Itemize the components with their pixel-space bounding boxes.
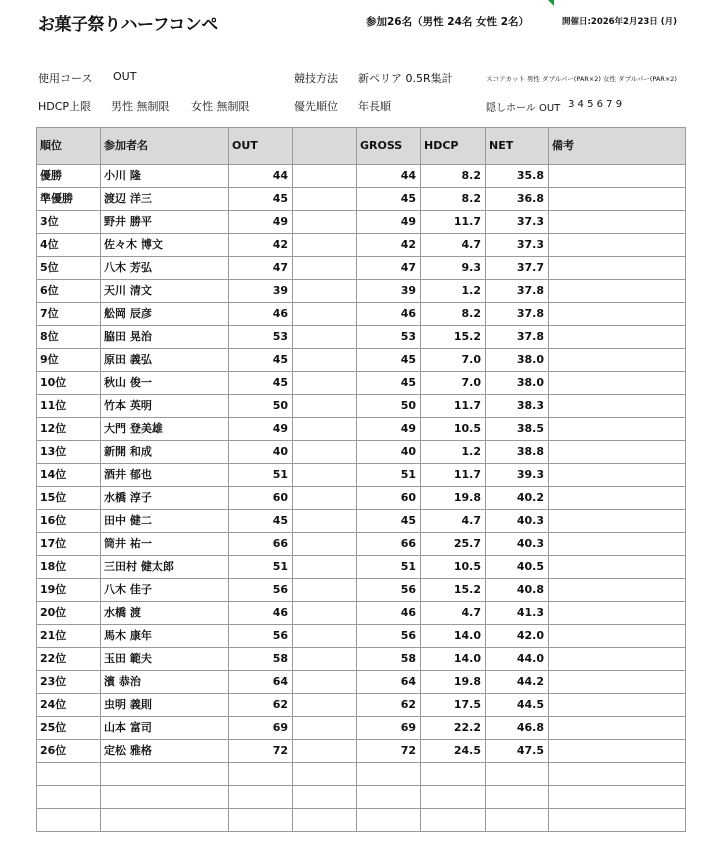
cell-rank: 18位: [37, 556, 101, 579]
cell-out: 60: [229, 487, 293, 510]
cell-net: 40.3: [486, 510, 549, 533]
cell-gross: 69: [357, 717, 421, 740]
cell-hdcp: 17.5: [421, 694, 486, 717]
table-row: [37, 487, 686, 510]
table-row: [37, 579, 686, 602]
empty-cell: [357, 763, 421, 786]
cell-net: 40.2: [486, 487, 549, 510]
empty-cell: [293, 763, 357, 786]
cell-name: 八木 芳弘: [101, 257, 229, 280]
cell-out: 69: [229, 717, 293, 740]
hidden-holes-label: 隠しホール OUT: [486, 103, 561, 114]
cell-name: 竹本 英明: [101, 395, 229, 418]
cell-hdcp: 19.8: [421, 671, 486, 694]
cell-name: 秋山 俊一: [101, 372, 229, 395]
cell-name: 馬木 康年: [101, 625, 229, 648]
cell-out: 45: [229, 510, 293, 533]
cell-hdcp: 4.7: [421, 510, 486, 533]
cell-name: 玉田 範夫: [101, 648, 229, 671]
col-header-out: OUT: [229, 128, 293, 165]
cell-net: 44.2: [486, 671, 549, 694]
cell-blank: [293, 579, 357, 602]
cell-remarks: [549, 671, 686, 694]
cell-out: 56: [229, 625, 293, 648]
cell-gross: 40: [357, 441, 421, 464]
table-row: [37, 648, 686, 671]
cell-out: 45: [229, 349, 293, 372]
cell-blank: [293, 326, 357, 349]
empty-cell: [486, 763, 549, 786]
table-row: [37, 188, 686, 211]
cell-gross: 47: [357, 257, 421, 280]
cell-rank: 9位: [37, 349, 101, 372]
table-row: [37, 418, 686, 441]
empty-cell: [486, 786, 549, 809]
cell-remarks: [549, 188, 686, 211]
cell-out: 45: [229, 372, 293, 395]
col-header-remarks: 備考: [549, 128, 686, 165]
cell-gross: 44: [357, 165, 421, 188]
cell-hdcp: 14.0: [421, 625, 486, 648]
cell-net: 37.7: [486, 257, 549, 280]
cell-name: 虫明 義則: [101, 694, 229, 717]
cell-remarks: [549, 717, 686, 740]
cell-gross: 49: [357, 211, 421, 234]
cell-blank: [293, 257, 357, 280]
cell-hdcp: 9.3: [421, 257, 486, 280]
cell-blank: [293, 441, 357, 464]
cell-out: 49: [229, 418, 293, 441]
empty-cell: [37, 786, 101, 809]
cell-blank: [293, 280, 357, 303]
empty-cell: [549, 809, 686, 832]
table-row: [37, 740, 686, 763]
cell-rank: 21位: [37, 625, 101, 648]
table-row: [37, 372, 686, 395]
cell-rank: 14位: [37, 464, 101, 487]
cell-rank: 20位: [37, 602, 101, 625]
cell-remarks: [549, 510, 686, 533]
cell-net: 35.8: [486, 165, 549, 188]
cell-net: 38.0: [486, 372, 549, 395]
cell-hdcp: 8.2: [421, 303, 486, 326]
empty-cell: [37, 763, 101, 786]
cell-remarks: [549, 556, 686, 579]
cell-remarks: [549, 349, 686, 372]
cell-blank: [293, 349, 357, 372]
empty-cell: [421, 809, 486, 832]
cell-name: 筒井 祐一: [101, 533, 229, 556]
competition-title: お菓子祭りハーフコンペ: [38, 15, 218, 35]
cell-name: 舩岡 辰彦: [101, 303, 229, 326]
cell-rank: 準優勝: [37, 188, 101, 211]
cell-name: 原田 義弘: [101, 349, 229, 372]
cell-net: 40.8: [486, 579, 549, 602]
cell-gross: 64: [357, 671, 421, 694]
cell-hdcp: 8.2: [421, 188, 486, 211]
cell-blank: [293, 464, 357, 487]
cell-out: 47: [229, 257, 293, 280]
cell-gross: 46: [357, 602, 421, 625]
cell-hdcp: 1.2: [421, 280, 486, 303]
cell-name: 定松 雅格: [101, 740, 229, 763]
empty-cell: [37, 809, 101, 832]
cell-remarks: [549, 326, 686, 349]
cell-out: 45: [229, 188, 293, 211]
cell-hdcp: 14.0: [421, 648, 486, 671]
cell-out: 56: [229, 579, 293, 602]
cell-rank: 5位: [37, 257, 101, 280]
cell-name: 酒井 郁也: [101, 464, 229, 487]
cell-name: 小川 隆: [101, 165, 229, 188]
table-row: [37, 625, 686, 648]
empty-cell: [101, 809, 229, 832]
col-header-hdcp: HDCP: [421, 128, 486, 165]
table-row: [37, 556, 686, 579]
cell-out: 72: [229, 740, 293, 763]
cell-net: 39.3: [486, 464, 549, 487]
cell-net: 38.5: [486, 418, 549, 441]
cell-name: 山本 富司: [101, 717, 229, 740]
cell-hdcp: 25.7: [421, 533, 486, 556]
cell-gross: 51: [357, 464, 421, 487]
priority-label: 優先順位: [294, 100, 338, 113]
empty-cell: [486, 809, 549, 832]
participant-count: 参加26名（男性 24名 女性 2名）: [366, 16, 529, 28]
cell-out: 51: [229, 464, 293, 487]
cell-hdcp: 24.5: [421, 740, 486, 763]
cell-hdcp: 8.2: [421, 165, 486, 188]
col-header-blank: [293, 128, 357, 165]
cell-gross: 60: [357, 487, 421, 510]
cell-remarks: [549, 487, 686, 510]
table-row: [37, 671, 686, 694]
cell-out: 58: [229, 648, 293, 671]
cell-rank: 22位: [37, 648, 101, 671]
table-row: [37, 165, 686, 188]
cell-out: 44: [229, 165, 293, 188]
table-row: [37, 280, 686, 303]
results-table: [36, 127, 686, 832]
cell-name: 田中 健二: [101, 510, 229, 533]
cell-blank: [293, 211, 357, 234]
cell-out: 64: [229, 671, 293, 694]
cell-blank: [293, 418, 357, 441]
cell-hdcp: 11.7: [421, 395, 486, 418]
cell-net: 42.0: [486, 625, 549, 648]
cell-hdcp: 7.0: [421, 349, 486, 372]
cell-rank: 10位: [37, 372, 101, 395]
cell-blank: [293, 556, 357, 579]
cell-remarks: [549, 395, 686, 418]
cell-net: 36.8: [486, 188, 549, 211]
cell-hdcp: 4.7: [421, 602, 486, 625]
cell-out: 50: [229, 395, 293, 418]
cell-out: 39: [229, 280, 293, 303]
cell-remarks: [549, 211, 686, 234]
table-row: [37, 602, 686, 625]
cell-name: 脇田 晃治: [101, 326, 229, 349]
cell-rank: 8位: [37, 326, 101, 349]
cell-blank: [293, 671, 357, 694]
cell-gross: 45: [357, 510, 421, 533]
col-header-gross: GROSS: [357, 128, 421, 165]
cell-rank: 優勝: [37, 165, 101, 188]
table-header-row: [37, 128, 686, 165]
cell-remarks: [549, 418, 686, 441]
cell-net: 44.5: [486, 694, 549, 717]
empty-cell: [293, 786, 357, 809]
cell-remarks: [549, 234, 686, 257]
cell-gross: 45: [357, 188, 421, 211]
hidden-holes-value: 3 4 5 6 7 9: [568, 99, 623, 110]
cell-net: 38.3: [486, 395, 549, 418]
cell-gross: 51: [357, 556, 421, 579]
table-row: [37, 717, 686, 740]
empty-cell: [549, 786, 686, 809]
cell-remarks: [549, 625, 686, 648]
cell-gross: 56: [357, 579, 421, 602]
empty-cell: [357, 809, 421, 832]
table-row: [37, 303, 686, 326]
cell-rank: 24位: [37, 694, 101, 717]
cell-name: 野井 勝平: [101, 211, 229, 234]
cell-name: 佐々木 博文: [101, 234, 229, 257]
cell-rank: 6位: [37, 280, 101, 303]
cell-net: 38.8: [486, 441, 549, 464]
cell-rank: 11位: [37, 395, 101, 418]
cell-rank: 17位: [37, 533, 101, 556]
cell-remarks: [549, 303, 686, 326]
cell-rank: 16位: [37, 510, 101, 533]
cell-net: 38.0: [486, 349, 549, 372]
score-cut-note: スコアカット 男性 ダブルパー(PAR×2) 女性 ダブルパー(PAR×2): [486, 75, 677, 83]
cell-remarks: [549, 441, 686, 464]
empty-cell: [293, 809, 357, 832]
cell-gross: 45: [357, 349, 421, 372]
cell-remarks: [549, 648, 686, 671]
cell-hdcp: 10.5: [421, 418, 486, 441]
cell-net: 37.8: [486, 280, 549, 303]
cell-net: 41.3: [486, 602, 549, 625]
cell-hdcp: 11.7: [421, 464, 486, 487]
col-header-rank: 順位: [37, 128, 101, 165]
cell-gross: 42: [357, 234, 421, 257]
empty-cell: [229, 786, 293, 809]
cell-rank: 7位: [37, 303, 101, 326]
empty-row: [37, 786, 686, 809]
cell-blank: [293, 625, 357, 648]
cell-hdcp: 11.7: [421, 211, 486, 234]
cell-net: 47.5: [486, 740, 549, 763]
cell-blank: [293, 510, 357, 533]
cell-remarks: [549, 257, 686, 280]
cell-name: 三田村 健太郎: [101, 556, 229, 579]
empty-cell: [421, 763, 486, 786]
cell-rank: 15位: [37, 487, 101, 510]
cell-hdcp: 7.0: [421, 372, 486, 395]
cell-out: 40: [229, 441, 293, 464]
cell-hdcp: 1.2: [421, 441, 486, 464]
cell-out: 51: [229, 556, 293, 579]
cell-name: 渡辺 洋三: [101, 188, 229, 211]
cell-net: 37.3: [486, 234, 549, 257]
cell-blank: [293, 303, 357, 326]
cell-gross: 72: [357, 740, 421, 763]
cell-name: 濱 恭治: [101, 671, 229, 694]
cell-blank: [293, 487, 357, 510]
cell-rank: 13位: [37, 441, 101, 464]
empty-cell: [229, 763, 293, 786]
cell-remarks: [549, 579, 686, 602]
course-label: 使用コース: [38, 72, 93, 85]
cell-net: 37.8: [486, 326, 549, 349]
empty-row: [37, 809, 686, 832]
cell-net: 40.5: [486, 556, 549, 579]
cell-gross: 53: [357, 326, 421, 349]
table-row: [37, 510, 686, 533]
table-row: [37, 441, 686, 464]
empty-cell: [101, 786, 229, 809]
cell-rank: 25位: [37, 717, 101, 740]
cell-hdcp: 19.8: [421, 487, 486, 510]
cell-net: 46.8: [486, 717, 549, 740]
cell-remarks: [549, 602, 686, 625]
cell-blank: [293, 648, 357, 671]
cell-blank: [293, 694, 357, 717]
empty-cell: [357, 786, 421, 809]
empty-cell: [101, 763, 229, 786]
cell-rank: 19位: [37, 579, 101, 602]
cell-name: 水橋 渡: [101, 602, 229, 625]
cell-remarks: [549, 280, 686, 303]
cell-name: 八木 佳子: [101, 579, 229, 602]
table-row: [37, 395, 686, 418]
empty-cell: [421, 786, 486, 809]
cell-name: 新開 和成: [101, 441, 229, 464]
cell-gross: 58: [357, 648, 421, 671]
cell-gross: 39: [357, 280, 421, 303]
hdcp-male-limit: 男性 無制限: [111, 100, 170, 113]
cell-marker-icon: [548, 0, 554, 6]
cell-hdcp: 15.2: [421, 579, 486, 602]
cell-gross: 56: [357, 625, 421, 648]
cell-remarks: [549, 165, 686, 188]
cell-remarks: [549, 533, 686, 556]
course-value: OUT: [113, 70, 137, 83]
cell-net: 37.8: [486, 303, 549, 326]
table-row: [37, 694, 686, 717]
cell-out: 46: [229, 303, 293, 326]
cell-rank: 23位: [37, 671, 101, 694]
cell-out: 66: [229, 533, 293, 556]
cell-gross: 49: [357, 418, 421, 441]
table-row: [37, 257, 686, 280]
cell-gross: 66: [357, 533, 421, 556]
table-row: [37, 349, 686, 372]
cell-blank: [293, 372, 357, 395]
cell-name: 水橋 淳子: [101, 487, 229, 510]
event-date: 開催日:2026年2月23日 (月): [562, 17, 678, 27]
hdcp-label: HDCP上限: [38, 100, 92, 113]
hdcp-female-limit: 女性 無制限: [191, 100, 250, 113]
cell-blank: [293, 395, 357, 418]
cell-blank: [293, 234, 357, 257]
cell-gross: 50: [357, 395, 421, 418]
cell-gross: 62: [357, 694, 421, 717]
cell-name: 天川 清文: [101, 280, 229, 303]
cell-name: 大門 登美雄: [101, 418, 229, 441]
col-header-name: 参加者名: [101, 128, 229, 165]
cell-remarks: [549, 694, 686, 717]
cell-net: 40.3: [486, 533, 549, 556]
cell-rank: 26位: [37, 740, 101, 763]
cell-rank: 4位: [37, 234, 101, 257]
method-value: 新ペリア 0.5R集計: [358, 72, 453, 85]
table-row: [37, 464, 686, 487]
cell-blank: [293, 740, 357, 763]
method-label: 競技方法: [294, 72, 338, 85]
empty-cell: [229, 809, 293, 832]
cell-net: 44.0: [486, 648, 549, 671]
cell-gross: 46: [357, 303, 421, 326]
cell-hdcp: 22.2: [421, 717, 486, 740]
cell-blank: [293, 165, 357, 188]
cell-blank: [293, 602, 357, 625]
cell-rank: 12位: [37, 418, 101, 441]
cell-blank: [293, 717, 357, 740]
cell-out: 62: [229, 694, 293, 717]
cell-remarks: [549, 372, 686, 395]
col-header-net: NET: [486, 128, 549, 165]
table-row: [37, 533, 686, 556]
cell-gross: 45: [357, 372, 421, 395]
cell-blank: [293, 188, 357, 211]
cell-out: 42: [229, 234, 293, 257]
cell-hdcp: 10.5: [421, 556, 486, 579]
table-row: [37, 211, 686, 234]
cell-out: 53: [229, 326, 293, 349]
table-row: [37, 234, 686, 257]
cell-net: 37.3: [486, 211, 549, 234]
cell-hdcp: 15.2: [421, 326, 486, 349]
cell-blank: [293, 533, 357, 556]
empty-cell: [549, 763, 686, 786]
cell-remarks: [549, 740, 686, 763]
empty-row: [37, 763, 686, 786]
cell-rank: 3位: [37, 211, 101, 234]
cell-out: 46: [229, 602, 293, 625]
priority-value: 年長順: [358, 100, 391, 113]
cell-hdcp: 4.7: [421, 234, 486, 257]
table-row: [37, 326, 686, 349]
cell-remarks: [549, 464, 686, 487]
cell-out: 49: [229, 211, 293, 234]
